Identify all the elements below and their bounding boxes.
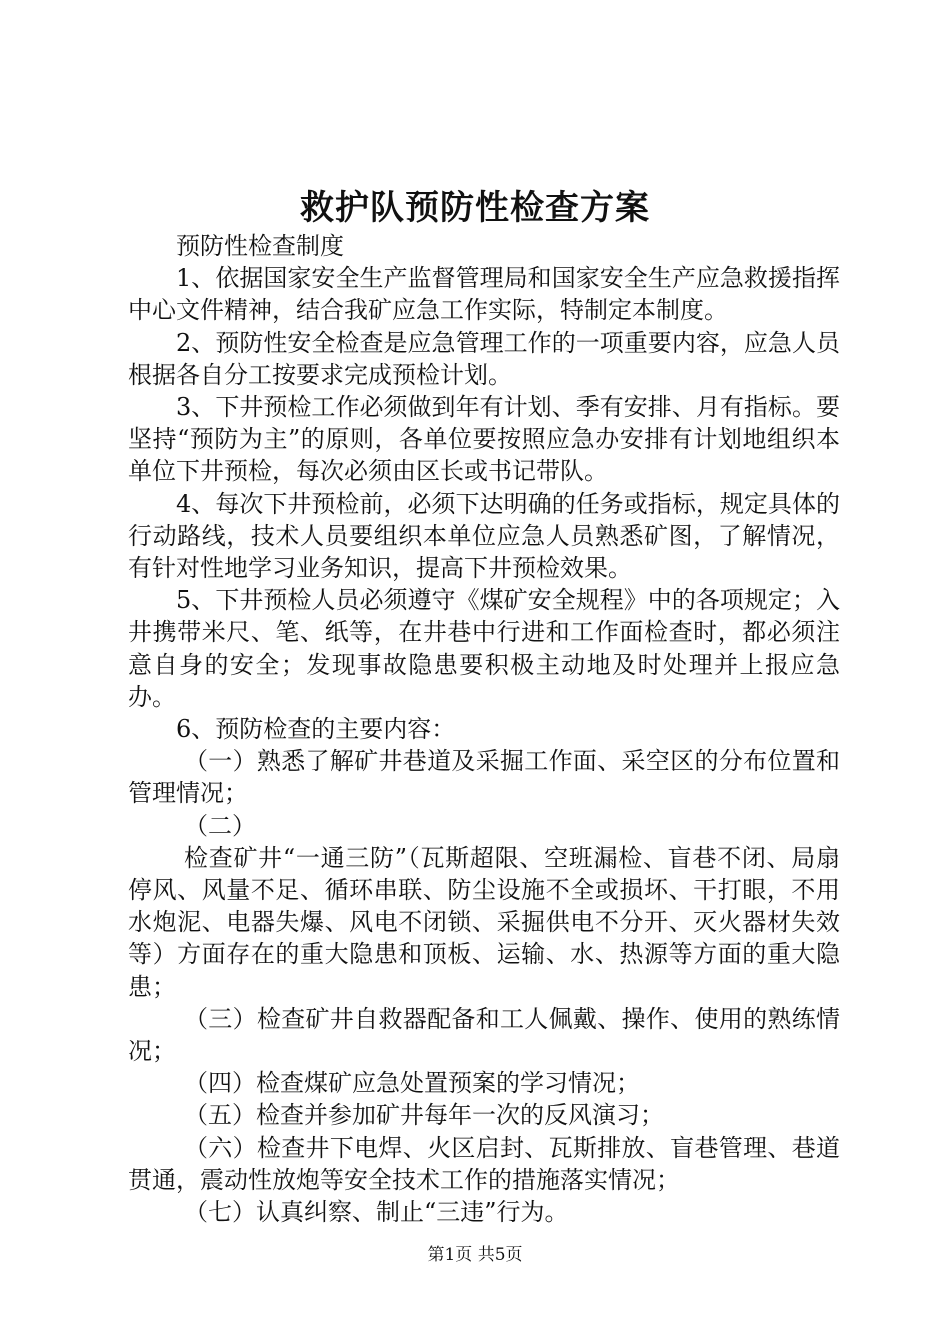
document-title: 救护队预防性检查方案 (300, 188, 650, 228)
item-2-label: （二） (184, 811, 256, 840)
item-1: （一）熟悉了解矿井巷道及采掘工作面、采空区的分布位置和管理情况； (128, 747, 840, 808)
item-3: （三）检查矿井自救器配备和工人佩戴、操作、使用的熟练情况； (128, 1004, 840, 1066)
section-heading: 预防性检查制度 (176, 232, 344, 260)
item-4: （四）检查煤矿应急处置预案的学习情况； (184, 1069, 640, 1098)
document-body (128, 230, 840, 1228)
item-5: （五）检查并参加矿井每年一次的反风演习； (184, 1101, 664, 1130)
paragraph-5: 5、下井预检人员必须遵守《煤矿安全规程》中的各项规定；入井携带米尺、笔、纸等，在井巷中行进和工作面检查时，都必须注意自身的安全；发现事故隐患要积极主动地及时处理并上报应急办。 (128, 586, 840, 711)
item-2-content: 检查矿井“一通三防”（瓦斯超限、空班漏检、盲巷不闭、局扇停风、风量不足、循环串联、防尘设施不全或损坏、干打眼，不用水炮泥、电器失爆、风电不闭锁、采掘供电不分开、灭火器材失效等）方面存在的重大隐患和顶板、运输、水、热源等方面的重大隐患； (128, 843, 840, 1001)
paragraph-1: 1、依据国家安全生产监督管理局和国家安全生产应急救援指挥中心文件精神，结合我矿应急工作实际，特制定本制度。 (128, 264, 840, 325)
item-6: （六）检查井下电焊、火区启封、瓦斯排放、盲巷管理、巷道贯通，震动性放炮等安全技术工作的措施落实情况； (128, 1133, 840, 1194)
paragraph-6: 6、预防检查的主要内容： (176, 715, 456, 744)
paragraph-2: 2、预防性安全检查是应急管理工作的一项重要内容，应急人员根据各自分工按要求完成预检计划。 (128, 328, 840, 389)
paragraph-3: 3、下井预检工作必须做到年有计划、季有安排、月有指标。要坚持“预防为主”的原则，各单位要按照应急办安排有计划地组织本单位下井预检，每次必须由区长或书记带队。 (128, 393, 840, 486)
paragraph-4: 4、每次下井预检前，必须下达明确的任务或指标，规定具体的行动路线，技术人员要组织本单位应急人员熟悉矿图，了解情况，有针对性地学习业务知识，提高下井预检效果。 (128, 489, 840, 583)
item-7: （七）认真纠察、制止“三违”行为。 (184, 1198, 569, 1227)
page-footer: 第1页 共5页 (427, 1245, 523, 1265)
